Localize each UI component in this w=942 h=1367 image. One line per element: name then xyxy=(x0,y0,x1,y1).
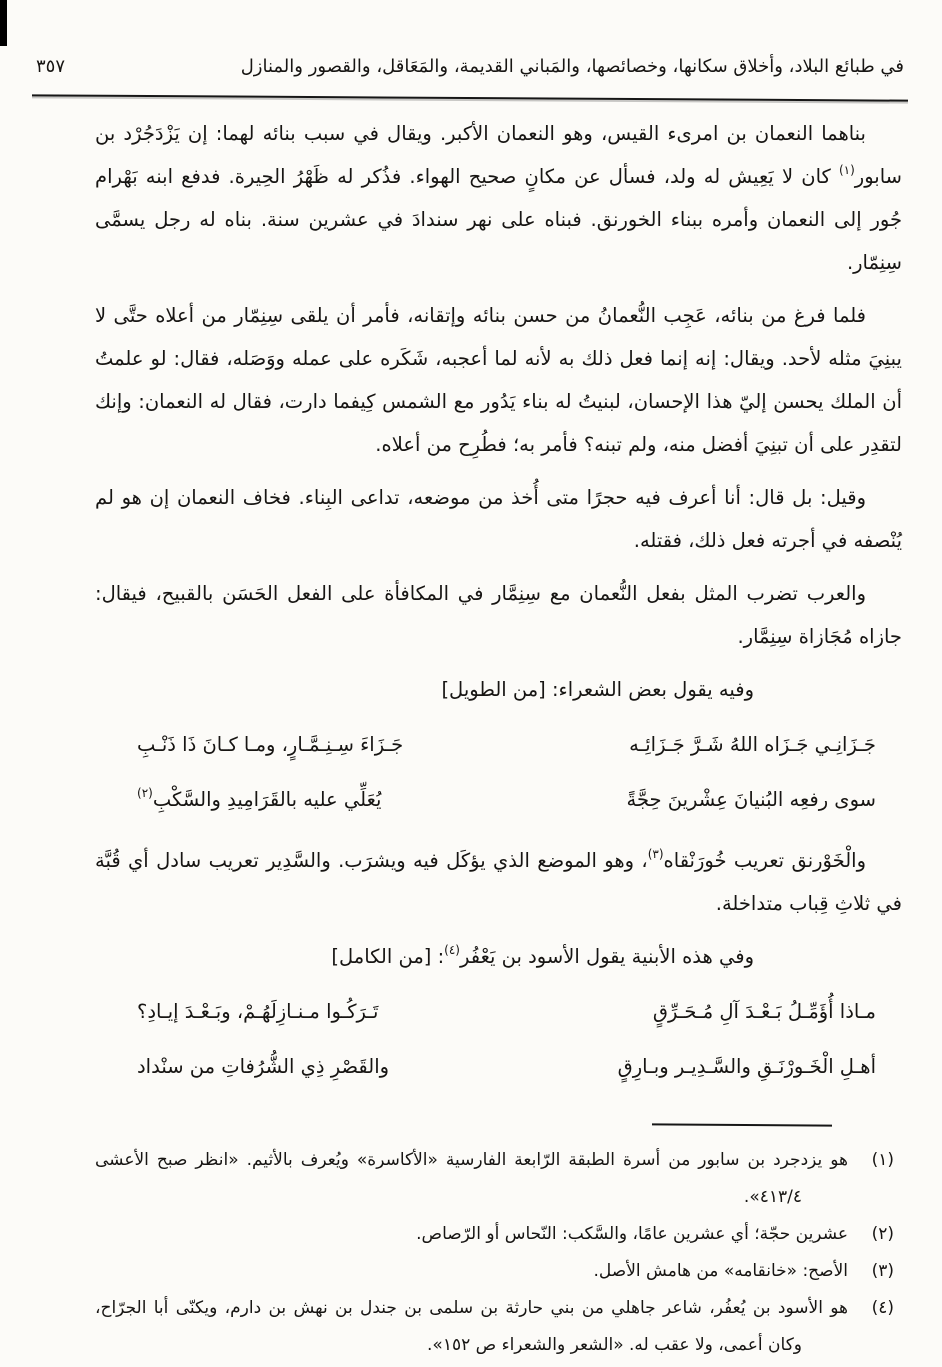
footnote-marker: (٤) xyxy=(444,943,460,957)
footnote-3: (٣)الأصح: «خانقامه» من هامش الأصل. xyxy=(95,1253,902,1290)
footnote-label: (٣) xyxy=(871,1261,894,1281)
running-header xyxy=(36,56,904,77)
footnote-separator xyxy=(652,1123,832,1126)
paragraph-4: والعرب تضرب المثل بفعل النُّعمان مع سِنِمَّار في المكافأة على الفعل الحَسَن بالقبيح، فيقال: جازاه مُجَازاة سِنِمَّار. xyxy=(95,582,902,648)
paragraph-1: بناهما النعمان بن امرىء القيس، وهو النعمان الأكبر. ويقال في سبب بنائه لهما: إن يَزْدَجُرْد بن سابور$^{(١)}$ كان لا يَعِيش له ولد، فسأل عن مكانٍ صحيح الهواء. فذُكر له ظَهْرُ الحِيرة. فدفع ابنه بَهْرام جُور إلى النعمان وأمره ببناء الخورنق. فبناه على نهر سندادَ في عشرين سنة. بناه له رجل يسمَّى سِنِمّار. xyxy=(95,122,902,274)
hemistich-left: والقَصْرِ ذِي الشُّرُفاتِ من سنْداد xyxy=(137,1055,390,1078)
poem-1-intro: وفيه يقول بعض الشعراء: [من الطويل] xyxy=(441,678,754,701)
footnote-label: (١) xyxy=(871,1150,894,1170)
verse-line xyxy=(137,984,876,1039)
poem-1 xyxy=(137,717,876,827)
footnote-label: (٤) xyxy=(871,1298,894,1318)
page-number: ٣٥٧ xyxy=(36,56,66,77)
paragraph-3: وقيل: بل قال: أنا أعرف فيه حجرًا متى أُخذ من موضعه، تداعى البِناء. فخاف النعمان إن هو لم يُنْصفه في أجرته فعل ذلك، فقتله. xyxy=(95,486,902,552)
hemistich-right: جَـزَانِـي جَـزَاه اللهُ شَـرَّ جَـزَائِـه xyxy=(629,733,876,756)
footnote-label: (٢) xyxy=(871,1224,894,1244)
footnote-4: (٤)هو الأسود بن يُعفُر، شاعر جاهلي من بني حارثة بن سلمى بن جندل بن نهش بن دارم، ويكنّى أبا الجرّاح، وكان أعمى، ولا عقب له. «الشعر والشعراء ص ١٥٢». xyxy=(95,1290,902,1364)
footnotes xyxy=(95,1142,902,1364)
verse-line xyxy=(137,772,876,827)
hemistich-left: يُعَلِّي عليه بالقَرَامِيدِ والسَّكْبِ$^{(٢)}$ xyxy=(137,786,382,811)
hemistich-left: جَـزَاءَ سِـنِـمَّـارٍ، ومـا كـانَ ذَا ذَنْـبِ xyxy=(137,733,404,756)
hemistich-right: أهـلِ الْخَـورْنَـقِ والسَّـدِيـر وبـارِقٍ xyxy=(617,1055,876,1078)
scan-artifact xyxy=(0,0,7,46)
header-rule xyxy=(32,94,908,101)
footnote-1: (١)هو يزدجرد بن سابور من أسرة الطبقة الرّابعة الفارسية «الأكاسرة» ويُعرف بالأثيم. «انظر صبح الأعشى ٤١٣/٤». xyxy=(95,1142,902,1216)
footnote-2: (٢)عشرين حجّة؛ أي عشرين عامًا، والسَّكب: النّحاس أو الرّصاص. xyxy=(95,1216,902,1253)
paragraph-5: والْخَوْرنق تعريب خُورَنْقاه$^{(٣)}$، وهو الموضع الذي يؤكَل فيه ويشرَب. والسَّدِير تعريب سادل أي قُبَّة في ثلاثِ قِباب متداخلة. xyxy=(95,847,902,915)
hemistich-right: سوى رفعِه البُنيانَ عِشْرينَ حِجَّةً xyxy=(626,788,876,811)
poem-2 xyxy=(137,984,876,1094)
footnote-marker: (٣) xyxy=(647,847,664,861)
chapter-title: في طبائع البلاد، وأخلاق سكانها، وخصائصها، والمَباني القديمة، والمَعَاقل، والقصور والمنازل xyxy=(240,56,904,77)
verse-line xyxy=(137,1039,876,1094)
poem-2-intro: وفي هذه الأبنية يقول الأسود بن يَعْفُر$^{(٤)}$: [من الكامل] xyxy=(331,943,754,968)
hemistich-left: تَـرَكُـوا مـنـازِلَهُـمْ، وبَـعْـدَ إيـادِ؟ xyxy=(137,1000,379,1023)
paragraph-2: فلما فرغ من بنائه، عَجِب النُّعمانُ من حسن بنائه وإتقانه، فأمر أن يلقى سِنِمّار من أعلاه حتَّى لا يبنِيَ مثله لأحد. ويقال: إنه إنما فعل ذلك به لأنه لما أعجبه، شَكَره على عمله ووَصَله، فقال: لو علمتُ أن الملك يحسن إليّ هذا الإحسان، لبنيتُ له بناء يَدُور مع الشمس كِيفما دارت، فقال له النعمان: وإنك لتقدِر على أن تبنِيَ أفضل منه، ولم تبنه؟ فأمر به؛ فطُرِح من أعلاه. xyxy=(95,304,902,456)
hemistich-right: مـاذا أُؤَمِّـلُ بَـعْـدَ آلِ مُـحَـرِّقٍ xyxy=(652,1000,876,1023)
footnote-marker: (١) xyxy=(838,163,855,177)
verse-line xyxy=(137,717,876,772)
page-body xyxy=(95,112,902,1364)
footnote-marker: (٢) xyxy=(137,786,153,800)
